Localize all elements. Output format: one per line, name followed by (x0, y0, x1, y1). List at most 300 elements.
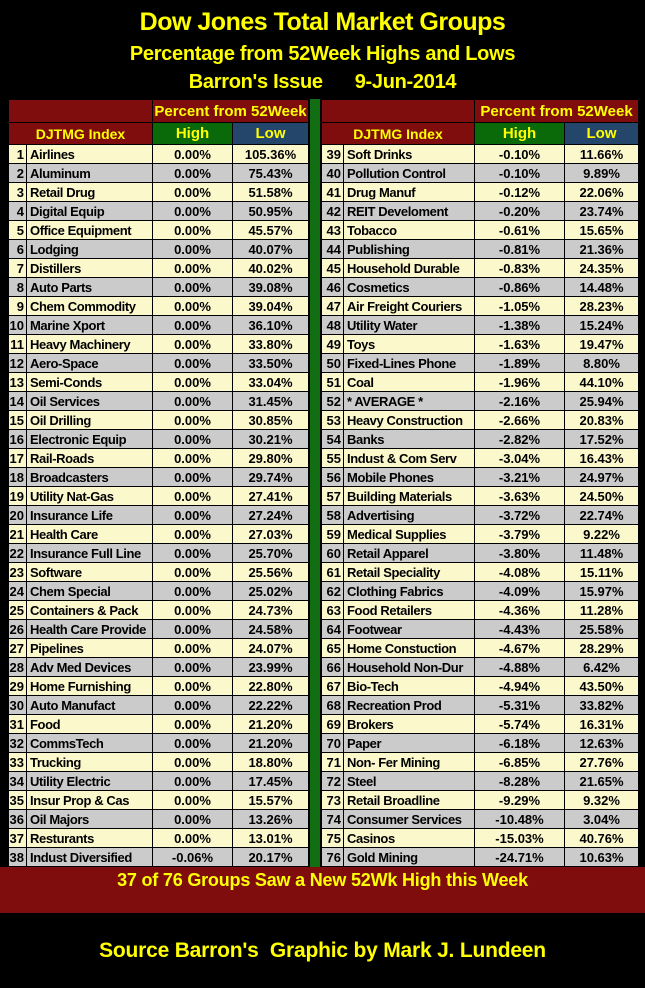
cell-high: -6.85% (475, 753, 565, 772)
table-row (322, 601, 639, 620)
cell-high: -15.03% (475, 829, 565, 848)
cell-low: 22.80% (233, 677, 309, 696)
cell-high: 0.00% (153, 202, 233, 221)
table-row (9, 468, 309, 487)
right-high-header: High (475, 123, 565, 145)
cell-name: Oil Services (27, 392, 153, 411)
cell-high: -3.63% (475, 487, 565, 506)
cell-name: Cosmetics (344, 278, 475, 297)
cell-num: 66 (322, 658, 344, 677)
cell-num: 72 (322, 772, 344, 791)
table-row (9, 354, 309, 373)
table-row (9, 810, 309, 829)
cell-low: 27.41% (233, 487, 309, 506)
cell-name: Containers & Pack (27, 601, 153, 620)
cell-low: 33.50% (233, 354, 309, 373)
cell-name: Food Retailers (344, 601, 475, 620)
cell-num: 43 (322, 221, 344, 240)
table-row (9, 506, 309, 525)
title-block (0, 0, 645, 99)
cell-low: 15.24% (565, 316, 639, 335)
cell-name: Auto Parts (27, 278, 153, 297)
cell-low: 9.22% (565, 525, 639, 544)
cell-low: 51.58% (233, 183, 309, 202)
cell-name: Fixed-Lines Phone (344, 354, 475, 373)
table-row (322, 582, 639, 601)
cell-name: Advertising (344, 506, 475, 525)
cell-name: * AVERAGE * (344, 392, 475, 411)
cell-low: 22.74% (565, 506, 639, 525)
cell-low: 21.20% (233, 734, 309, 753)
table-row (9, 658, 309, 677)
cell-name: Utility Nat-Gas (27, 487, 153, 506)
cell-high: -5.74% (475, 715, 565, 734)
table-row (9, 829, 309, 848)
cell-name: Soft Drinks (344, 145, 475, 164)
cell-high: -0.10% (475, 145, 565, 164)
left-header-spacer (9, 100, 153, 123)
cell-low: 22.22% (233, 696, 309, 715)
cell-name: Trucking (27, 753, 153, 772)
table-row (9, 696, 309, 715)
right-header-row-columns (322, 123, 639, 145)
left-table-body (9, 145, 309, 867)
cell-name: Drug Manuf (344, 183, 475, 202)
left-header-row-columns (9, 123, 309, 145)
cell-high: 0.00% (153, 449, 233, 468)
cell-num: 48 (322, 316, 344, 335)
cell-num: 51 (322, 373, 344, 392)
table-row (322, 544, 639, 563)
table-row (9, 316, 309, 335)
cell-low: 27.76% (565, 753, 639, 772)
issue-label: Barron's Issue (188, 71, 323, 93)
right-table (321, 99, 639, 867)
cell-low: 28.23% (565, 297, 639, 316)
cell-high: -0.61% (475, 221, 565, 240)
cell-low: 27.03% (233, 525, 309, 544)
cell-num: 6 (9, 240, 27, 259)
cell-name: Marine Xport (27, 316, 153, 335)
cell-low: 16.43% (565, 449, 639, 468)
cell-num: 9 (9, 297, 27, 316)
issue-date: 9-Jun-2014 (354, 71, 457, 93)
cell-num: 2 (9, 164, 27, 183)
center-divider (309, 99, 321, 867)
cell-name: Publishing (344, 240, 475, 259)
table-row (322, 639, 639, 658)
table-row (9, 164, 309, 183)
cell-num: 35 (9, 791, 27, 810)
cell-num: 37 (9, 829, 27, 848)
cell-num: 11 (9, 335, 27, 354)
cell-low: 105.36% (233, 145, 309, 164)
cell-high: 0.00% (153, 620, 233, 639)
cell-num: 31 (9, 715, 27, 734)
table-row (322, 791, 639, 810)
cell-name: Retail Broadline (344, 791, 475, 810)
page-subtitle: Percentage from 52Week Highs and Lows (129, 43, 516, 65)
cell-high: -8.28% (475, 772, 565, 791)
cell-high: 0.00% (153, 373, 233, 392)
cell-low: 30.21% (233, 430, 309, 449)
cell-name: Heavy Construction (344, 411, 475, 430)
cell-num: 29 (9, 677, 27, 696)
cell-high: -3.72% (475, 506, 565, 525)
cell-low: 33.80% (233, 335, 309, 354)
left-percent-from-52week-header: Percent from 52Week (153, 100, 309, 123)
cell-num: 67 (322, 677, 344, 696)
cell-low: 25.02% (233, 582, 309, 601)
table-row (9, 639, 309, 658)
cell-high: 0.00% (153, 715, 233, 734)
cell-low: 28.29% (565, 639, 639, 658)
cell-low: 23.74% (565, 202, 639, 221)
cell-high: -0.12% (475, 183, 565, 202)
cell-high: -4.43% (475, 620, 565, 639)
cell-high: 0.00% (153, 582, 233, 601)
table-row (9, 582, 309, 601)
cell-name: Mobile Phones (344, 468, 475, 487)
cell-high: 0.00% (153, 335, 233, 354)
cell-num: 25 (9, 601, 27, 620)
cell-low: 16.31% (565, 715, 639, 734)
cell-name: Resturants (27, 829, 153, 848)
cell-low: 45.57% (233, 221, 309, 240)
cell-low: 29.74% (233, 468, 309, 487)
cell-num: 44 (322, 240, 344, 259)
cell-high: 0.00% (153, 810, 233, 829)
cell-num: 27 (9, 639, 27, 658)
cell-low: 6.42% (565, 658, 639, 677)
cell-num: 18 (9, 468, 27, 487)
cell-high: -0.81% (475, 240, 565, 259)
highlight-banner (0, 867, 645, 913)
table-row (9, 297, 309, 316)
cell-num: 4 (9, 202, 27, 221)
cell-high: 0.00% (153, 316, 233, 335)
cell-name: Clothing Fabrics (344, 582, 475, 601)
cell-name: Consumer Services (344, 810, 475, 829)
cell-num: 57 (322, 487, 344, 506)
highlight-text: 37 of 76 Groups Saw a New 52Wk High this Week (117, 870, 528, 890)
table-row (322, 392, 639, 411)
table-row (9, 791, 309, 810)
table-row (322, 715, 639, 734)
cell-num: 15 (9, 411, 27, 430)
cell-name: Heavy Machinery (27, 335, 153, 354)
cell-name: Rail-Roads (27, 449, 153, 468)
cell-low: 25.94% (565, 392, 639, 411)
table-row (322, 487, 639, 506)
cell-low: 44.10% (565, 373, 639, 392)
table-row (9, 544, 309, 563)
cell-name: Semi-Conds (27, 373, 153, 392)
cell-num: 19 (9, 487, 27, 506)
cell-high: 0.00% (153, 487, 233, 506)
table-row (322, 449, 639, 468)
cell-low: 17.52% (565, 430, 639, 449)
cell-num: 47 (322, 297, 344, 316)
cell-high: -5.31% (475, 696, 565, 715)
cell-low: 15.97% (565, 582, 639, 601)
cell-num: 70 (322, 734, 344, 753)
cell-low: 29.80% (233, 449, 309, 468)
cell-high: -0.06% (153, 848, 233, 867)
cell-low: 27.24% (233, 506, 309, 525)
cell-high: -10.48% (475, 810, 565, 829)
source-text: Source Barron's Graphic by Mark J. Lundeen (99, 938, 546, 962)
cell-high: 0.00% (153, 791, 233, 810)
cell-name: Lodging (27, 240, 153, 259)
cell-num: 3 (9, 183, 27, 202)
cell-low: 11.66% (565, 145, 639, 164)
table-row (322, 753, 639, 772)
table-row (322, 848, 639, 867)
cell-high: -2.16% (475, 392, 565, 411)
cell-num: 13 (9, 373, 27, 392)
cell-low: 24.58% (233, 620, 309, 639)
cell-name: Retail Drug (27, 183, 153, 202)
cell-name: Food (27, 715, 153, 734)
cell-high: 0.00% (153, 468, 233, 487)
cell-num: 5 (9, 221, 27, 240)
cell-low: 30.85% (233, 411, 309, 430)
cell-num: 59 (322, 525, 344, 544)
cell-high: 0.00% (153, 677, 233, 696)
cell-low: 3.04% (565, 810, 639, 829)
cell-low: 24.35% (565, 259, 639, 278)
table-row (322, 772, 639, 791)
table-row (9, 620, 309, 639)
cell-high: 0.00% (153, 164, 233, 183)
cell-high: -4.36% (475, 601, 565, 620)
cell-high: -4.67% (475, 639, 565, 658)
cell-num: 41 (322, 183, 344, 202)
cell-num: 73 (322, 791, 344, 810)
cell-high: -3.04% (475, 449, 565, 468)
cell-name: Insur Prop & Cas (27, 791, 153, 810)
cell-high: -2.66% (475, 411, 565, 430)
cell-name: Retail Speciality (344, 563, 475, 582)
cell-high: -0.86% (475, 278, 565, 297)
cell-low: 10.63% (565, 848, 639, 867)
cell-low: 40.02% (233, 259, 309, 278)
table-row (322, 145, 639, 164)
cell-num: 69 (322, 715, 344, 734)
cell-low: 15.57% (233, 791, 309, 810)
cell-num: 28 (9, 658, 27, 677)
cell-num: 68 (322, 696, 344, 715)
table-row (322, 734, 639, 753)
cell-num: 61 (322, 563, 344, 582)
page-title: Dow Jones Total Market Groups (139, 8, 506, 36)
cell-num: 16 (9, 430, 27, 449)
cell-num: 21 (9, 525, 27, 544)
cell-high: -0.20% (475, 202, 565, 221)
cell-high: 0.00% (153, 829, 233, 848)
cell-name: Oil Majors (27, 810, 153, 829)
cell-high: 0.00% (153, 411, 233, 430)
table-row (9, 183, 309, 202)
cell-high: 0.00% (153, 772, 233, 791)
cell-low: 23.99% (233, 658, 309, 677)
cell-name: Paper (344, 734, 475, 753)
table-row (322, 259, 639, 278)
table-row (9, 715, 309, 734)
cell-low: 13.26% (233, 810, 309, 829)
cell-low: 33.04% (233, 373, 309, 392)
cell-high: 0.00% (153, 658, 233, 677)
cell-name: Indust & Com Serv (344, 449, 475, 468)
cell-high: 0.00% (153, 525, 233, 544)
cell-low: 25.58% (565, 620, 639, 639)
cell-low: 21.36% (565, 240, 639, 259)
cell-name: Home Constuction (344, 639, 475, 658)
cell-low: 25.70% (233, 544, 309, 563)
right-low-header: Low (565, 123, 639, 145)
table-row (9, 221, 309, 240)
cell-name: Broadcasters (27, 468, 153, 487)
cell-low: 40.76% (565, 829, 639, 848)
table-row (9, 677, 309, 696)
cell-high: 0.00% (153, 734, 233, 753)
cell-num: 17 (9, 449, 27, 468)
cell-num: 56 (322, 468, 344, 487)
right-djtmg-index-header: DJTMG Index (322, 123, 475, 145)
cell-name: Aluminum (27, 164, 153, 183)
cell-num: 23 (9, 563, 27, 582)
table-row (322, 696, 639, 715)
cell-name: Adv Med Devices (27, 658, 153, 677)
cell-name: Recreation Prod (344, 696, 475, 715)
cell-num: 49 (322, 335, 344, 354)
cell-name: Tobacco (344, 221, 475, 240)
table-row (322, 411, 639, 430)
left-low-header: Low (233, 123, 309, 145)
cell-high: 0.00% (153, 753, 233, 772)
cell-name: Household Non-Dur (344, 658, 475, 677)
cell-name: Utility Electric (27, 772, 153, 791)
cell-num: 64 (322, 620, 344, 639)
cell-name: Home Furnishing (27, 677, 153, 696)
table-row (9, 259, 309, 278)
table-row (9, 373, 309, 392)
cell-low: 13.01% (233, 829, 309, 848)
cell-num: 71 (322, 753, 344, 772)
table-row (322, 810, 639, 829)
cell-num: 39 (322, 145, 344, 164)
cell-num: 45 (322, 259, 344, 278)
table-row (322, 563, 639, 582)
cell-low: 39.08% (233, 278, 309, 297)
cell-high: 0.00% (153, 430, 233, 449)
cell-name: Retail Apparel (344, 544, 475, 563)
cell-num: 7 (9, 259, 27, 278)
table-row (322, 202, 639, 221)
table-row (322, 354, 639, 373)
table-row (322, 316, 639, 335)
left-header-row-percent (9, 100, 309, 123)
cell-high: -1.89% (475, 354, 565, 373)
table-row (9, 449, 309, 468)
cell-num: 34 (9, 772, 27, 791)
cell-high: -4.88% (475, 658, 565, 677)
right-table-body (322, 145, 639, 867)
cell-low: 15.11% (565, 563, 639, 582)
cell-name: Insurance Full Line (27, 544, 153, 563)
table-row (9, 753, 309, 772)
cell-high: 0.00% (153, 145, 233, 164)
cell-name: Indust Diversified (27, 848, 153, 867)
cell-name: Bio-Tech (344, 677, 475, 696)
table-row (322, 829, 639, 848)
table-row (322, 373, 639, 392)
table-row (9, 278, 309, 297)
cell-num: 74 (322, 810, 344, 829)
cell-name: Banks (344, 430, 475, 449)
cell-high: 0.00% (153, 392, 233, 411)
table-row (9, 601, 309, 620)
cell-low: 20.17% (233, 848, 309, 867)
cell-high: -6.18% (475, 734, 565, 753)
cell-num: 63 (322, 601, 344, 620)
cell-high: -24.71% (475, 848, 565, 867)
cell-low: 22.06% (565, 183, 639, 202)
cell-name: CommsTech (27, 734, 153, 753)
cell-name: Chem Commodity (27, 297, 153, 316)
table-row (322, 183, 639, 202)
table-row (322, 506, 639, 525)
cell-name: Health Care (27, 525, 153, 544)
cell-name: Gold Mining (344, 848, 475, 867)
cell-name: Office Equipment (27, 221, 153, 240)
cell-low: 33.82% (565, 696, 639, 715)
cell-low: 25.56% (233, 563, 309, 582)
table-row (322, 468, 639, 487)
cell-low: 24.97% (565, 468, 639, 487)
cell-num: 60 (322, 544, 344, 563)
cell-num: 75 (322, 829, 344, 848)
table-row (9, 240, 309, 259)
source-banner (0, 913, 645, 988)
cell-name: Auto Manufact (27, 696, 153, 715)
table-row (322, 278, 639, 297)
cell-name: Electronic Equip (27, 430, 153, 449)
cell-name: Aero-Space (27, 354, 153, 373)
cell-num: 36 (9, 810, 27, 829)
cell-low: 12.63% (565, 734, 639, 753)
cell-low: 15.65% (565, 221, 639, 240)
cell-num: 22 (9, 544, 27, 563)
cell-name: Health Care Provide (27, 620, 153, 639)
cell-name: Digital Equip (27, 202, 153, 221)
cell-name: Air Freight Couriers (344, 297, 475, 316)
cell-num: 42 (322, 202, 344, 221)
cell-num: 33 (9, 753, 27, 772)
cell-high: 0.00% (153, 221, 233, 240)
cell-name: Utility Water (344, 316, 475, 335)
cell-name: Chem Special (27, 582, 153, 601)
cell-high: 0.00% (153, 696, 233, 715)
table-row (9, 335, 309, 354)
cell-high: -0.83% (475, 259, 565, 278)
right-percent-from-52week-header: Percent from 52Week (475, 100, 639, 123)
cell-high: 0.00% (153, 240, 233, 259)
cell-low: 18.80% (233, 753, 309, 772)
cell-high: 0.00% (153, 354, 233, 373)
table-row (9, 430, 309, 449)
